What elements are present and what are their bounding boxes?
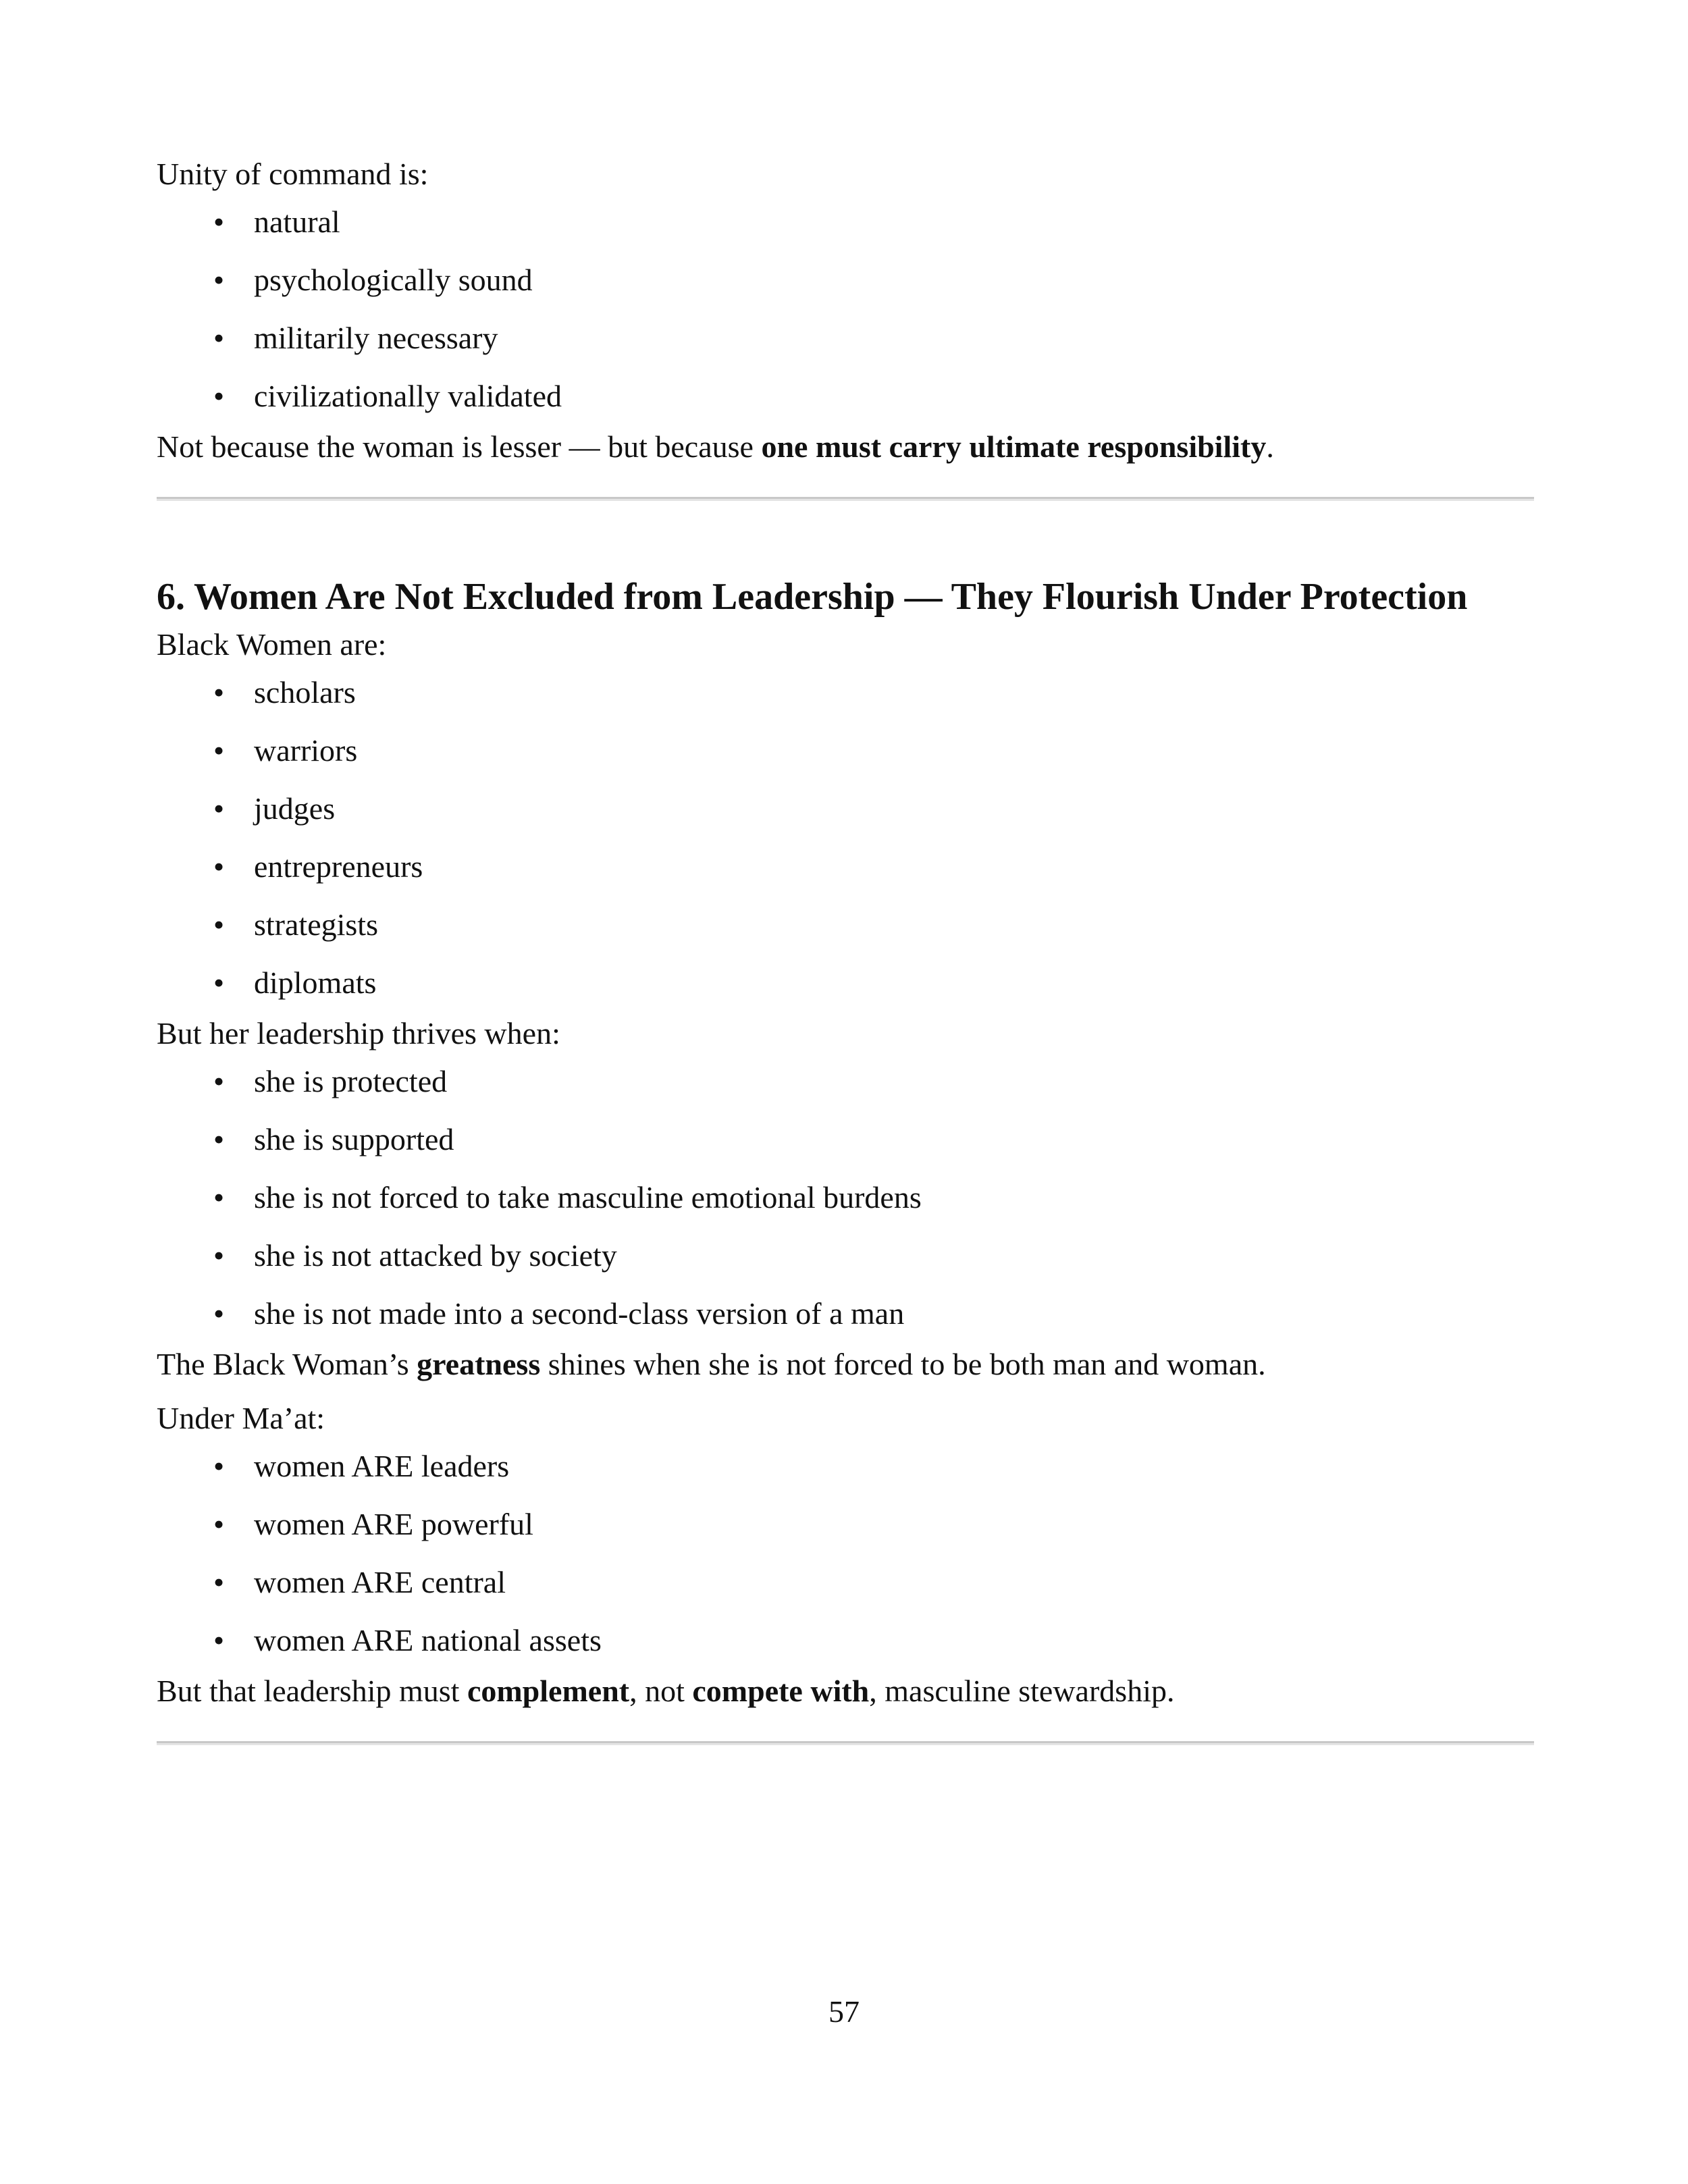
greatness-paragraph: The Black Woman’s greatness shines when she is not forced to be both man and woman. <box>157 1347 1266 1381</box>
bullet-icon: • <box>213 205 225 239</box>
page-content <box>157 154 1534 1745</box>
list-item: • strategists <box>157 897 1534 955</box>
list-item: • she is not forced to take masculine emotional burdens <box>157 1170 1534 1228</box>
list-item: • judges <box>157 781 1534 839</box>
unity-intro: Unity of command is: <box>157 157 429 191</box>
bullet-icon: • <box>213 1180 225 1215</box>
list-item: • she is supported <box>157 1112 1534 1170</box>
maat-list <box>157 1439 1534 1671</box>
list-item: • she is protected <box>157 1054 1534 1112</box>
bullet-icon: • <box>213 965 225 1000</box>
bullet-icon: • <box>213 321 225 355</box>
list-item: • she is not attacked by society <box>157 1228 1534 1286</box>
list-item: • women ARE leaders <box>157 1439 1534 1497</box>
list-item: • warriors <box>157 723 1534 781</box>
bullet-icon: • <box>213 1238 225 1273</box>
maat-intro: Under Ma’at: <box>157 1401 325 1435</box>
list-item: • she is not made into a second-class version of a man <box>157 1286 1534 1344</box>
roles-list <box>157 665 1534 1013</box>
list-item: • women ARE powerful <box>157 1497 1534 1555</box>
bullet-icon: • <box>213 1064 225 1098</box>
list-item: • civilizationally validated <box>157 369 1534 427</box>
bullet-icon: • <box>213 1565 225 1599</box>
list-item: • diplomats <box>157 955 1534 1013</box>
list-item: • scholars <box>157 665 1534 723</box>
bullet-icon: • <box>213 1449 225 1483</box>
thrives-intro: But her leadership thrives when: <box>157 1016 560 1050</box>
roles-intro: Black Women are: <box>157 627 387 662</box>
section-divider <box>157 497 1534 501</box>
bullet-icon: • <box>213 263 225 297</box>
list-item: • militarily necessary <box>157 311 1534 369</box>
list-item: • natural <box>157 194 1534 252</box>
bullet-icon: • <box>213 849 225 884</box>
unity-closing: Not because the woman is lesser — but because one must carry ultimate responsibility. <box>157 429 1274 464</box>
bullet-icon: • <box>213 733 225 768</box>
bullet-icon: • <box>213 675 225 710</box>
bullet-icon: • <box>213 1122 225 1156</box>
bullet-icon: • <box>213 1296 225 1331</box>
section-divider <box>157 1741 1534 1745</box>
bullet-icon: • <box>213 907 225 942</box>
conditions-list <box>157 1054 1534 1344</box>
list-item: • women ARE central <box>157 1555 1534 1613</box>
list-item: • entrepreneurs <box>157 839 1534 897</box>
section-heading: 6. Women Are Not Excluded from Leadership — They Flourish Under Protection <box>157 576 1468 618</box>
page-number: 57 <box>828 1994 860 2029</box>
unity-list <box>157 194 1534 427</box>
list-item: • psychologically sound <box>157 252 1534 311</box>
list-item: • women ARE national assets <box>157 1613 1534 1671</box>
bullet-icon: • <box>213 379 225 413</box>
bullet-icon: • <box>213 791 225 826</box>
bullet-icon: • <box>213 1623 225 1657</box>
conclusion-paragraph: But that leadership must complement, not compete with, masculine stewardship. <box>157 1674 1175 1708</box>
bullet-icon: • <box>213 1507 225 1541</box>
